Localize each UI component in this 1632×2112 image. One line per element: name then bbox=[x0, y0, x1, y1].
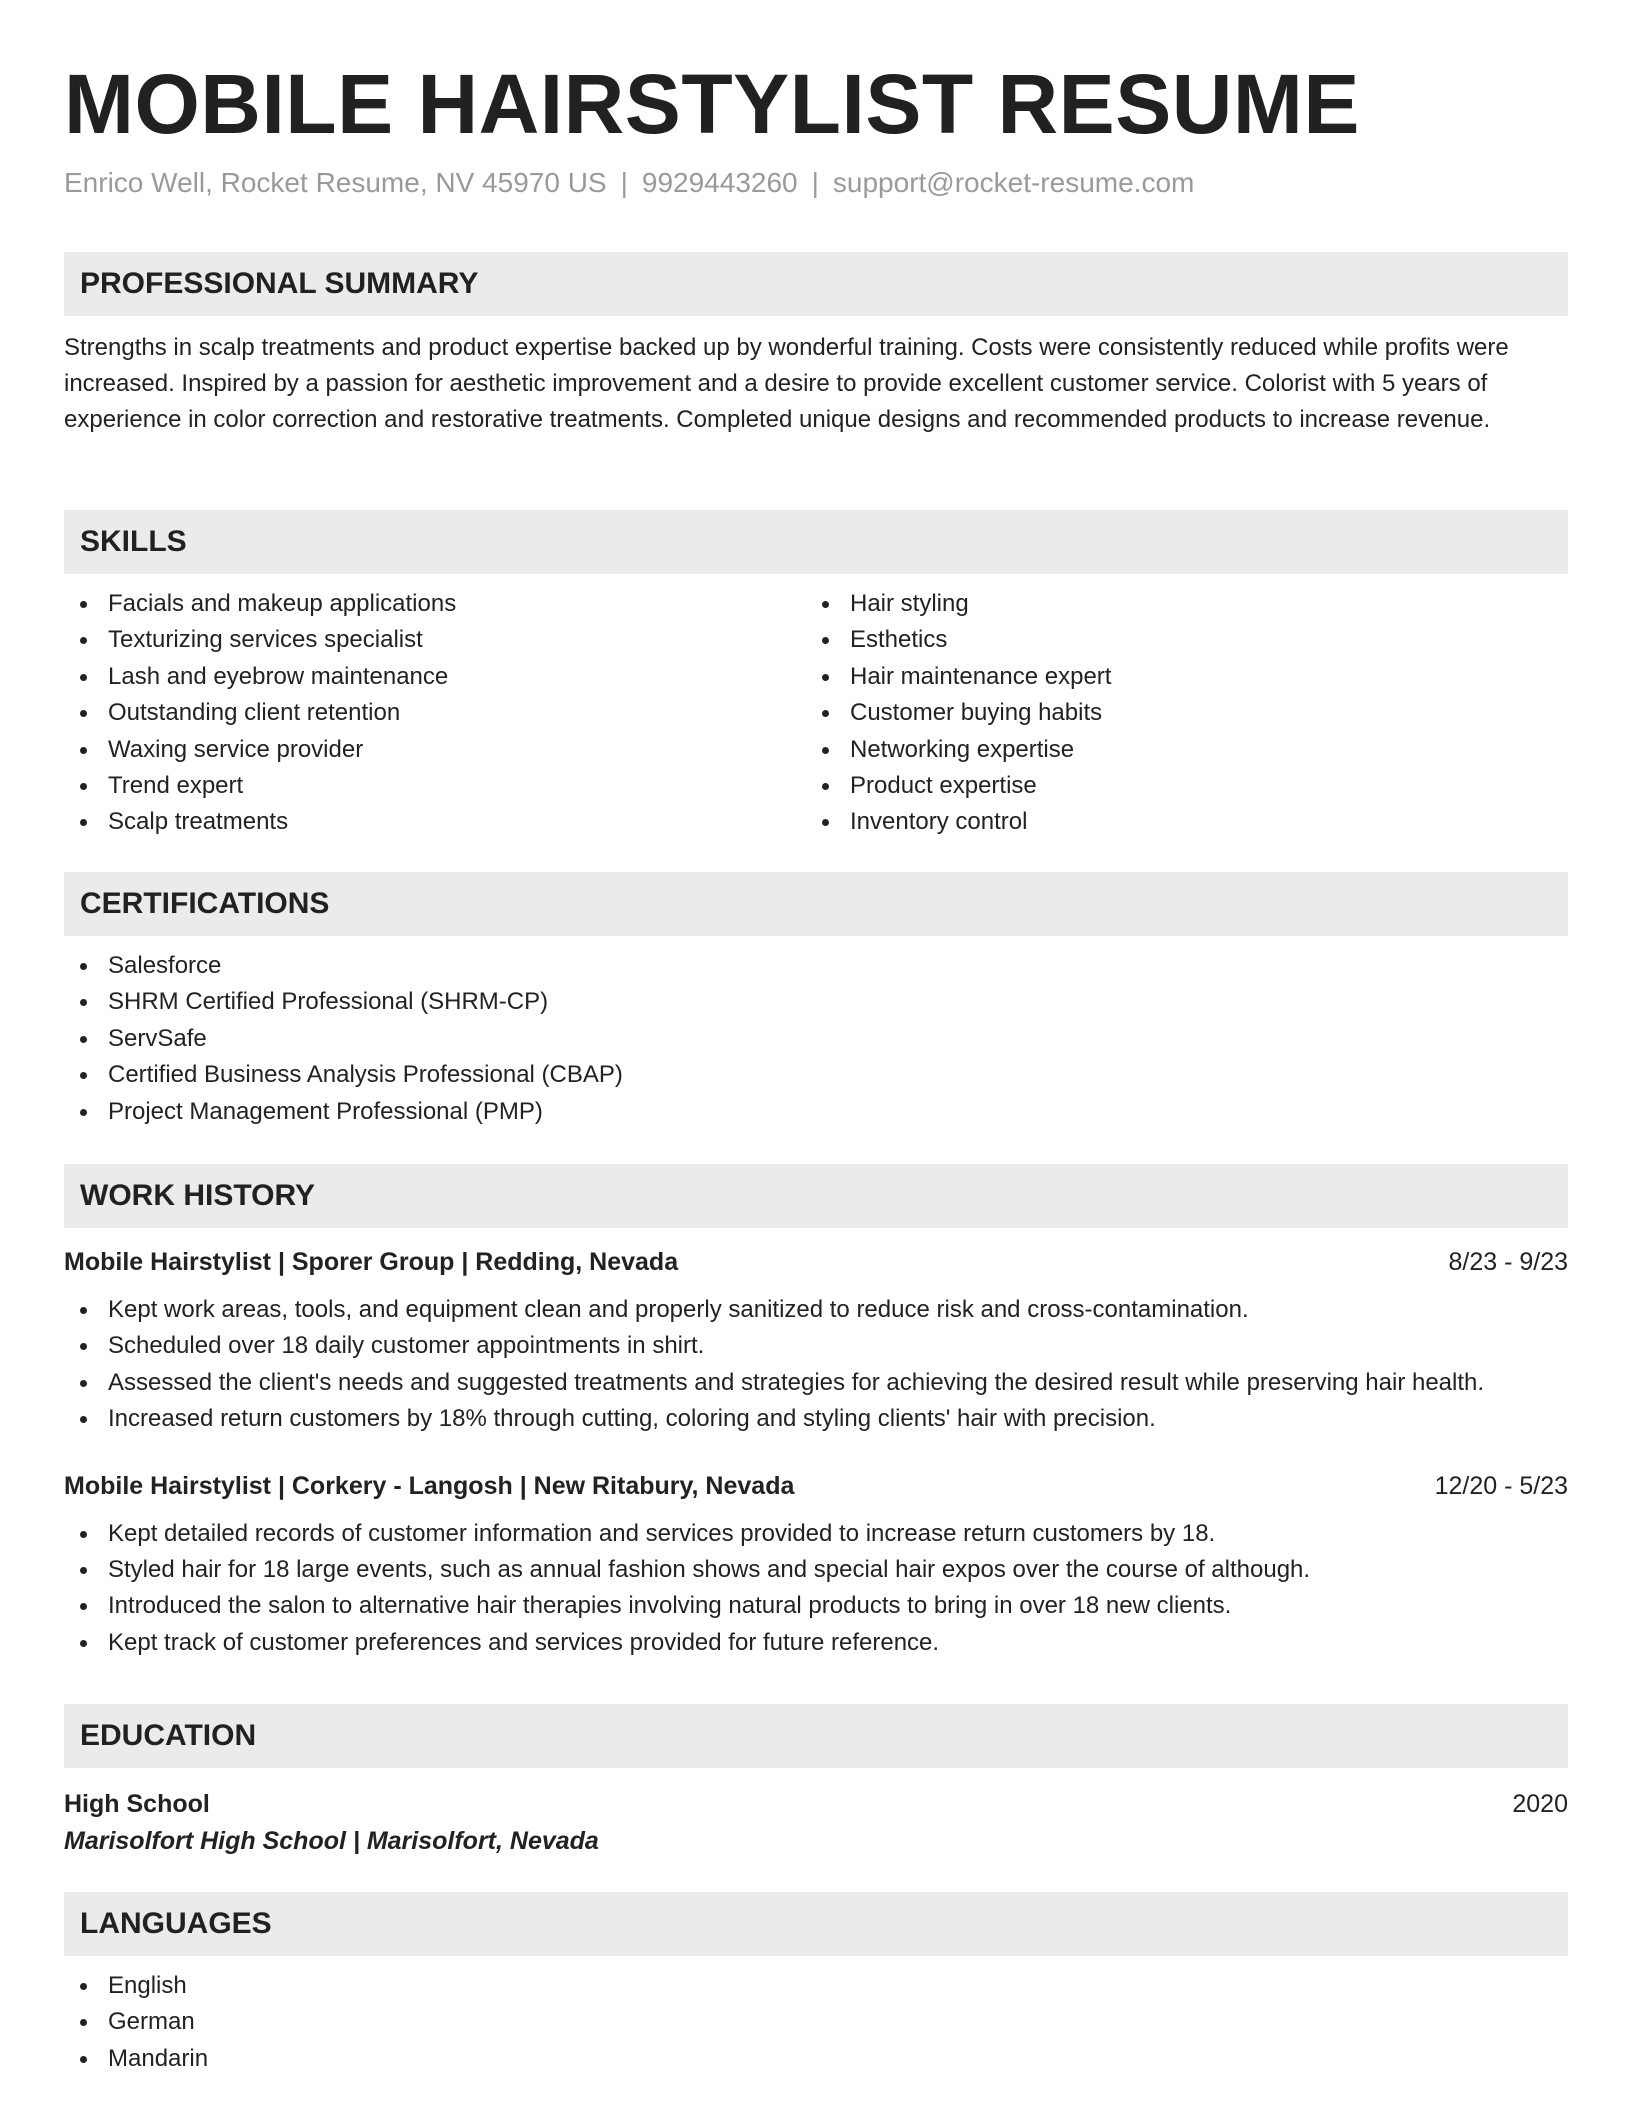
job-bullet: Assessed the client's needs and suggested treatments and strategies for achieving the desired result while preserving hair health. bbox=[64, 1365, 1568, 1401]
skill-item: Outstanding client retention bbox=[64, 695, 806, 731]
job-title: Mobile Hairstylist | Sporer Group | Redding, Nevada bbox=[64, 1248, 679, 1276]
section-heading-skills: SKILLS bbox=[64, 510, 1568, 574]
skill-item: Trend expert bbox=[64, 768, 806, 804]
skill-item: Lash and eyebrow maintenance bbox=[64, 659, 806, 695]
job-bullet: Styled hair for 18 large events, such as annual fashion shows and special hair expos over the course of although. bbox=[64, 1552, 1568, 1588]
language-item: German bbox=[64, 2004, 1568, 2040]
resume-title: MOBILE HAIRSTYLIST RESUME bbox=[64, 57, 1360, 151]
section-heading-certifications: CERTIFICATIONS bbox=[64, 872, 1568, 936]
certifications-section bbox=[64, 872, 1568, 1130]
education-degree: High School bbox=[64, 1790, 210, 1818]
language-item: English bbox=[64, 1968, 1568, 2004]
section-heading-education: EDUCATION bbox=[64, 1704, 1568, 1768]
skill-item: Waxing service provider bbox=[64, 732, 806, 768]
job-bullet: Increased return customers by 18% through cutting, coloring and styling clients' hair with precision. bbox=[64, 1401, 1568, 1437]
certification-item: Salesforce bbox=[64, 948, 1568, 984]
skills-section bbox=[64, 510, 1568, 841]
job-bullet: Scheduled over 18 daily customer appointments in shirt. bbox=[64, 1328, 1568, 1364]
languages-section bbox=[64, 1892, 1568, 2077]
skill-item: Customer buying habits bbox=[806, 695, 1548, 731]
contact-phone: 9929443260 bbox=[641, 167, 798, 198]
skill-item: Scalp treatments bbox=[64, 804, 806, 840]
skills-columns bbox=[64, 574, 1568, 841]
skill-item: Facials and makeup applications bbox=[64, 586, 806, 622]
job-bullet: Kept work areas, tools, and equipment clean and properly sanitized to reduce risk and cross-contamination. bbox=[64, 1292, 1568, 1328]
job-bullets bbox=[64, 1292, 1568, 1438]
job-dates: 12/20 - 5/23 bbox=[1434, 1471, 1568, 1500]
skill-item: Product expertise bbox=[806, 768, 1548, 804]
job-entry bbox=[64, 1468, 1568, 1662]
work-history-section bbox=[64, 1164, 1568, 1661]
job-bullets bbox=[64, 1516, 1568, 1662]
skill-item: Esthetics bbox=[806, 622, 1548, 658]
contact-separator: | bbox=[620, 167, 628, 198]
summary-text: Strengths in scalp treatments and product expertise backed up by wonderful training. Costs were consistently reduced while profits were increased. Inspired by a passion for aesthetic improvement and a desire to provide excellent customer service. Colorist with 5 years of experience in color correction and restorative treatments. Completed unique designs and recommended products to increase revenue. bbox=[64, 334, 1509, 433]
contact-email: support@rocket-resume.com bbox=[832, 167, 1195, 198]
certification-item: Certified Business Analysis Professional (CBAP) bbox=[64, 1057, 1568, 1093]
contact-line bbox=[64, 166, 1194, 200]
summary-section bbox=[64, 252, 1568, 438]
skill-item: Networking expertise bbox=[806, 732, 1548, 768]
section-heading-languages: LANGUAGES bbox=[64, 1892, 1568, 1956]
job-bullet: Introduced the salon to alternative hair therapies involving natural products to bring in over 18 new clients. bbox=[64, 1588, 1568, 1624]
skills-list-left bbox=[64, 586, 806, 841]
job-header bbox=[64, 1244, 1568, 1280]
certification-item: SHRM Certified Professional (SHRM-CP) bbox=[64, 984, 1568, 1020]
skill-item: Texturizing services specialist bbox=[64, 622, 806, 658]
skill-item: Hair styling bbox=[806, 586, 1548, 622]
certifications-list bbox=[64, 948, 1568, 1130]
certification-item: Project Management Professional (PMP) bbox=[64, 1094, 1568, 1130]
education-school: Marisolfort High School | Marisolfort, Nevada bbox=[64, 1827, 599, 1855]
skill-item: Hair maintenance expert bbox=[806, 659, 1548, 695]
skill-item: Inventory control bbox=[806, 804, 1548, 840]
section-heading-summary: PROFESSIONAL SUMMARY bbox=[64, 252, 1568, 316]
education-header bbox=[64, 1786, 1568, 1822]
skills-list-right bbox=[806, 586, 1548, 841]
job-title: Mobile Hairstylist | Corkery - Langosh | New Ritabury, Nevada bbox=[64, 1471, 795, 1500]
section-heading-work-history: WORK HISTORY bbox=[64, 1164, 1568, 1228]
certification-item: ServSafe bbox=[64, 1021, 1568, 1057]
job-dates: 8/23 - 9/23 bbox=[1448, 1248, 1568, 1276]
language-item: Mandarin bbox=[64, 2041, 1568, 2077]
job-header bbox=[64, 1468, 1568, 1504]
contact-address: Enrico Well, Rocket Resume, NV 45970 US bbox=[64, 167, 607, 198]
education-year: 2020 bbox=[1512, 1790, 1568, 1818]
job-bullet: Kept track of customer preferences and services provided for future reference. bbox=[64, 1625, 1568, 1661]
languages-list bbox=[64, 1968, 1568, 2077]
job-bullet: Kept detailed records of customer information and services provided to increase return customers by 18. bbox=[64, 1516, 1568, 1552]
education-section bbox=[64, 1704, 1568, 1860]
job-entry bbox=[64, 1244, 1568, 1438]
contact-separator: | bbox=[811, 167, 819, 198]
